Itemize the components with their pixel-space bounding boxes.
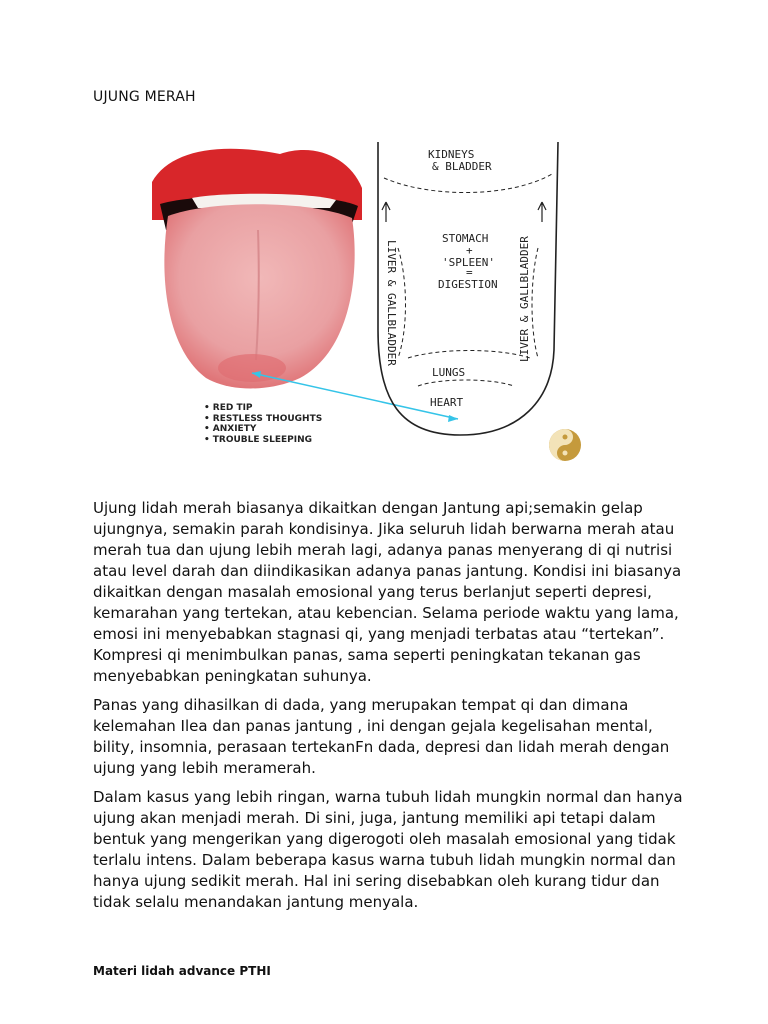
paragraph-3: Dalam kasus yang lebih ringan, warna tubuh lidah mungkin normal dan hanya ujung akan menjadi merah. Di sini, juga, jantung memiliki api tetapi dalam bentuk yang mengerikan yang digerogoti oleh masalah emosional yang tidak terlalu intens. Dalam beberapa kasus warna tubuh lidah mungkin normal dan hanya ujung sedikit merah. Hal ini sering disebabkan oleh kurang tidur dan tidak selalu menandakan jantung menyala. xyxy=(93,788,683,911)
label-digestion: DIGESTION xyxy=(438,278,498,291)
label-liver-right: LIVER & GALLBLADDER xyxy=(518,236,531,362)
paragraph-1: Ujung lidah merah biasanya dikaitkan dengan Jantung api;semakin gelap ujungnya, semakin parah kondisinya. Jika seluruh lidah berwarna merah atau merah tua dan ujung lebih merah lagi, adanya panas menyerang di qi nutrisi atau level darah dan diindikasikan adanya panas jantung. Kondisi ini biasanya dikaitkan dengan masalah emosional yang terus berlanjut seperti depresi, kemarahan yang tertekan, atau kebencian. Selama periode waktu yang lama, emosi ini menyebabkan stagnasi qi, yang menjadi terbatas atau “tertekan”. Kompresi qi menimbulkan panas, sama seperti peningkatan tekanan gas menyebabkan peningkatan suhunya. xyxy=(93,499,682,685)
label-bladder: & BLADDER xyxy=(432,160,492,173)
label-equals: = xyxy=(466,266,473,279)
yin-yang-logo-icon xyxy=(549,429,581,461)
label-plus: + xyxy=(466,244,473,257)
tongue-photo xyxy=(152,149,362,389)
label-stomach: STOMACH xyxy=(442,232,489,245)
page-heading: UJUNG MERAH xyxy=(93,89,196,105)
symptom-list xyxy=(204,403,322,445)
body-text xyxy=(93,498,683,921)
paragraph-2: Panas yang dihasilkan di dada, yang merupakan tempat qi dan dimana kelemahan Ilea dan panas jantung , ini dengan gejala kegelisahan mental, bility, insomnia, perasaan tertekanFn dada, depresi dan lidah merah dengan ujung yang lebih meramerah. xyxy=(93,696,670,777)
page-footer: Materi lidah advance PTHI xyxy=(93,964,271,978)
symptom-item: • ANXIETY xyxy=(204,424,322,435)
symptom-item: • RED TIP xyxy=(204,403,322,414)
label-lungs: LUNGS xyxy=(432,366,466,379)
symptom-item: • RESTLESS THOUGHTS xyxy=(204,414,322,425)
label-kidneys: KIDNEYS xyxy=(428,148,475,161)
symptom-item: • TROUBLE SLEEPING xyxy=(204,435,322,446)
label-heart: HEART xyxy=(430,396,464,409)
label-liver-left: LIVER & GALLBLADDER xyxy=(385,240,398,366)
label-spleen: 'SPLEEN' xyxy=(442,256,495,269)
